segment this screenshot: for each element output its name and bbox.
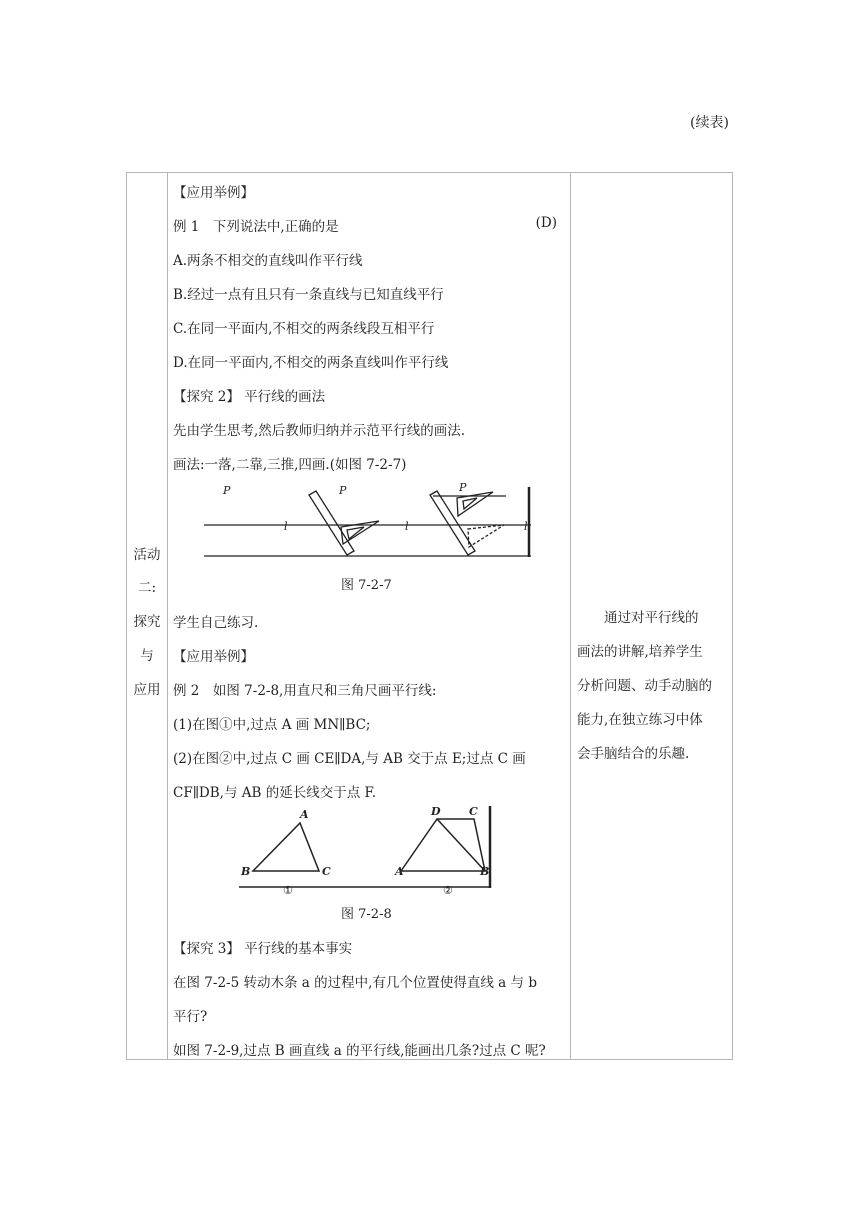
activity-label-4: 与 <box>140 648 154 664</box>
drawing-method: 画法:一落,二靠,三推,四画.(如图 7-2-7) <box>173 457 407 473</box>
figure-7-2-7-caption: 图 7-2-7 <box>341 578 392 593</box>
design-intent-line-5: 会手脑结合的乐趣. <box>577 746 690 762</box>
student-practice: 学生自己练习. <box>173 615 259 631</box>
design-intent-line-1: 通过对平行线的 <box>577 610 699 626</box>
svg-text:②: ② <box>443 884 453 895</box>
option-b: B.经过一点有且只有一条直线与已知直线平行 <box>173 287 444 303</box>
explore3-question-cont: 平行? <box>173 1009 208 1025</box>
svg-text:l: l <box>405 520 409 533</box>
option-c: C.在同一平面内,不相交的两条线段互相平行 <box>173 321 435 337</box>
example1-question: 例 1 下列说法中,正确的是 <box>173 219 339 235</box>
svg-text:P: P <box>339 484 347 497</box>
app-example-heading-2: 【应用举例】 <box>173 649 254 665</box>
explore3-heading: 【探究 3】 平行线的基本事实 <box>173 941 353 957</box>
svg-text:A: A <box>300 808 309 821</box>
example2-part1: (1)在图①中,过点 A 画 MN∥BC; <box>173 717 371 733</box>
explore2-heading: 【探究 2】 平行线的画法 <box>173 389 326 405</box>
svg-text:l: l <box>284 520 288 533</box>
svg-text:P: P <box>459 481 467 494</box>
activity-label-3: 探究 <box>133 614 161 630</box>
svg-text:A: A <box>395 865 404 878</box>
example2-question: 例 2 如图 7-2-8,用直尺和三角尺画平行线: <box>173 683 437 699</box>
app-example-heading: 【应用举例】 <box>173 185 254 201</box>
design-intent-line-4: 能力,在独立练习中体 <box>577 712 703 728</box>
continued-label: (续表) <box>690 115 729 131</box>
svg-text:l: l <box>524 520 528 533</box>
svg-text:P: P <box>223 484 231 497</box>
option-a: A.两条不相交的直线叫作平行线 <box>173 253 363 269</box>
design-intent <box>577 601 727 771</box>
svg-text:C: C <box>322 865 331 878</box>
explore2-text: 先由学生思考,然后教师归纳并示范平行线的画法. <box>173 423 466 439</box>
svg-text:B: B <box>480 865 490 878</box>
intent-column-divider <box>570 173 571 1059</box>
example2-part2: (2)在图②中,过点 C 画 CE∥DA,与 AB 交于点 E;过点 C 画 <box>173 751 526 767</box>
explore3-figure-question: 如图 7-2-9,过点 B 画直线 a 的平行线,能画出几条?过点 C 呢? <box>173 1043 546 1059</box>
option-d: D.在同一平面内,不相交的两条直线叫作平行线 <box>173 355 449 371</box>
figure-7-2-7 <box>201 481 536 563</box>
example2-part2-cont: CF∥DB,与 AB 的延长线交于点 F. <box>173 785 377 801</box>
example1-answer: (D) <box>535 215 557 231</box>
figure-7-2-8-caption: 图 7-2-8 <box>341 907 392 922</box>
lesson-table <box>126 172 733 1060</box>
svg-text:D: D <box>431 805 441 818</box>
design-intent-line-2: 画法的讲解,培养学生 <box>577 644 703 660</box>
svg-text:B: B <box>241 865 251 878</box>
svg-text:①: ① <box>283 884 293 895</box>
activity-label-1: 活动 <box>133 547 161 563</box>
svg-text:C: C <box>469 805 478 818</box>
figure-7-2-8 <box>237 803 497 895</box>
activity-label-5: 应用 <box>133 682 161 698</box>
design-intent-line-3: 分析问题、动手动脑的 <box>577 678 712 694</box>
explore3-question: 在图 7-2-5 转动木条 a 的过程中,有几个位置使得直线 a 与 b <box>173 975 537 991</box>
activity-label-2: 二: <box>137 580 157 596</box>
